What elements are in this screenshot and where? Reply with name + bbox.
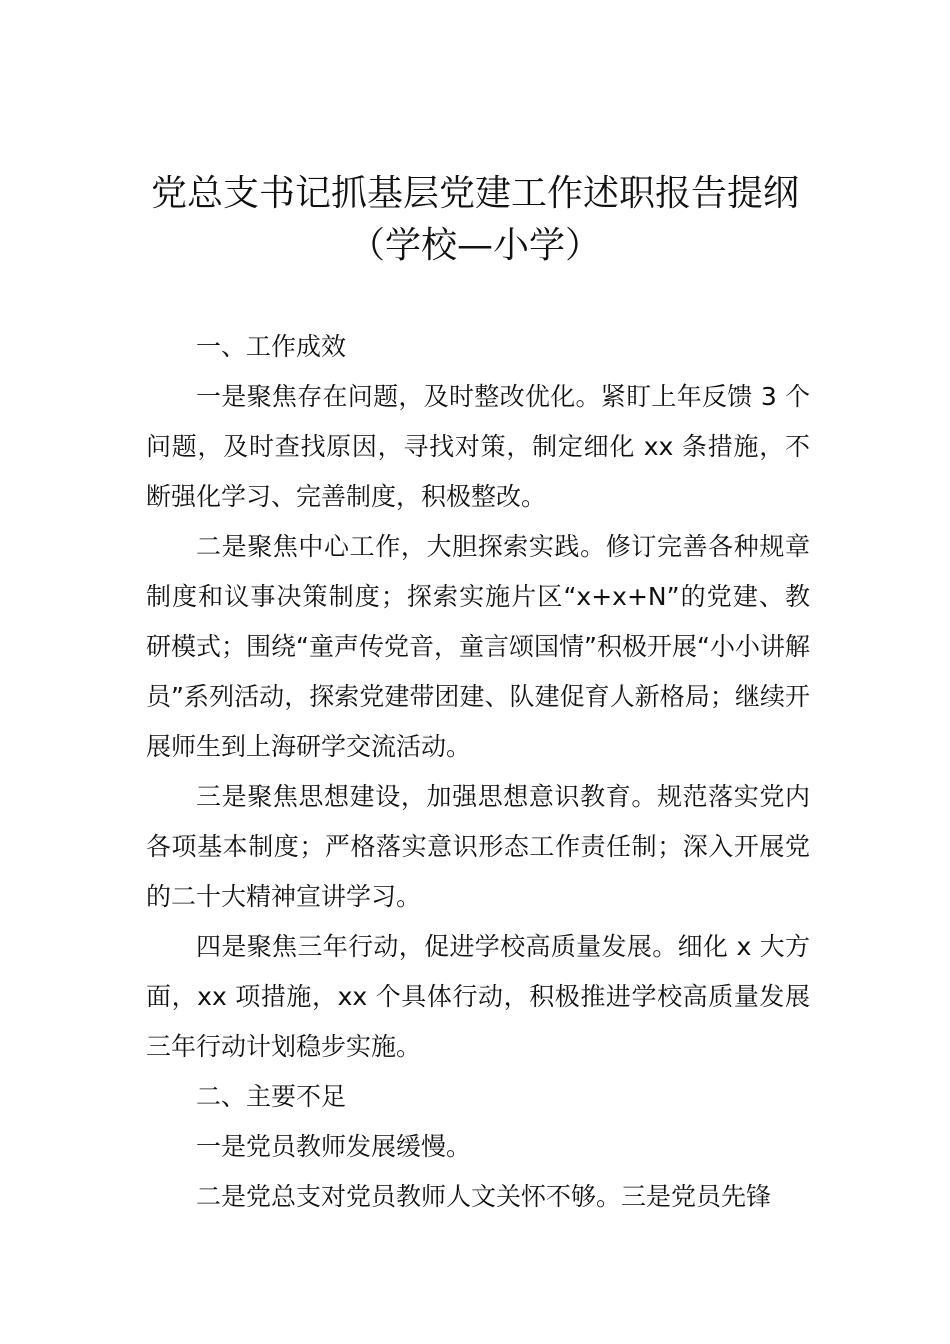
paragraph: 三是聚焦思想建设，加强思想意识教育。规范落实党内各项基本制度；严格落实意识形态工作责任制；深入开展党的二十大精神宣讲学习。 xyxy=(146,782,810,911)
title-line-2: （学校—小学） xyxy=(348,225,601,266)
paragraph: 二是党总支对党员教师人文关怀不够。三是党员先锋 xyxy=(196,1182,772,1211)
section-heading: 二、主要不足 xyxy=(196,1082,347,1111)
paragraph: 二是聚焦中心工作，大胆探索实践。修订完善各种规章制度和议事决策制度；探索实施片区“x+x+N”的党建、教研模式；围绕“童声传党音，童言颂国情”积极开展“小小讲解员”系列活动，探索党建带团建、队建促育人新格局；继续开展师生到上海研学交流活动。 xyxy=(146,532,810,761)
document-title xyxy=(120,168,830,272)
document-body xyxy=(146,322,810,1222)
paragraph: 一是党员教师发展缓慢。 xyxy=(196,1132,472,1161)
paragraph: 四是聚焦三年行动，促进学校高质量发展。细化 x 大方面，xx 项措施，xx 个具体行动，积极推进学校高质量发展三年行动计划稳步实施。 xyxy=(146,932,810,1061)
title-line-1: 党总支书记抓基层党建工作述职报告提纲 xyxy=(150,173,799,214)
paragraph: 一是聚焦存在问题，及时整改优化。紧盯上年反馈 3 个问题，及时查找原因，寻找对策，制定细化 xx 条措施，不断强化学习、完善制度，积极整改。 xyxy=(146,382,810,511)
section-heading: 一、工作成效 xyxy=(196,332,347,361)
